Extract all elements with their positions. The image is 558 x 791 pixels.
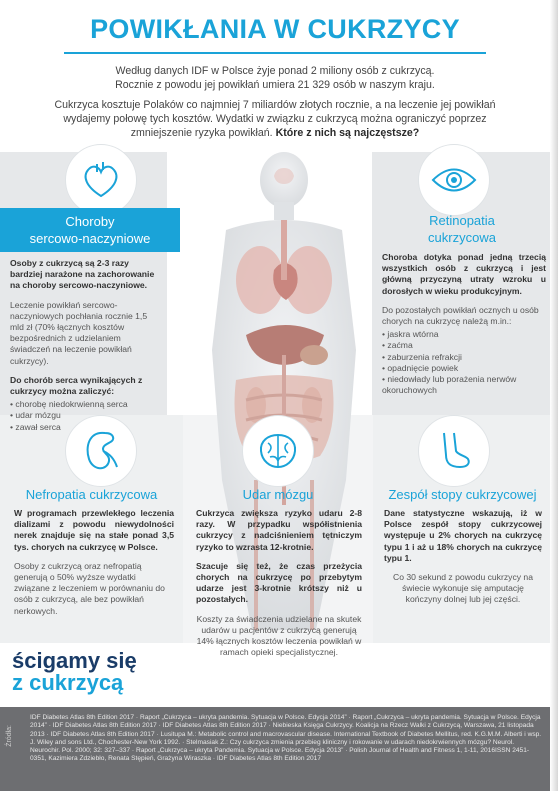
cardio-p1: Osoby z cukrzycą są 2-3 razy bardziej narażone na zachorowanie na choroby sercowo-naczyniowe. xyxy=(10,258,155,291)
intro-line xyxy=(40,126,510,140)
title-rule xyxy=(64,52,486,54)
udar-p1: Cukrzyca zwiększa ryzyko udaru 2-8 razy. W przypadku współistnienia cukrzycy z nadciśnieniem tętniczym ryzyko to wzrasta 12-krotnie. xyxy=(196,508,362,552)
intro-paragraph-2 xyxy=(40,98,510,140)
cardio-text xyxy=(10,258,162,433)
eye-icon xyxy=(431,165,477,195)
stopa-p2: Co 30 sekund z powodu cukrzycy na świecie wykonuje się amputację kończyny dolnej lub jej części. xyxy=(393,572,533,605)
intro-line: Rocznie z powodu jej powikłań umiera 21 329 osób w naszym kraju. xyxy=(115,79,435,91)
sources-label: Źródła: xyxy=(6,725,13,747)
cardio-icon-circle xyxy=(66,145,136,215)
intro-line: wydajemy połowę tych kosztów. Wydatki w związku z cukrzycą można ograniczyć poprzez xyxy=(63,113,487,125)
retino-icon-circle xyxy=(419,145,489,215)
cardio-list xyxy=(10,399,162,433)
cardio-title-banner xyxy=(0,208,180,252)
page-edge-shadow xyxy=(550,0,558,791)
stopa-p1: Dane statystyczne wskazują, iż w Polsce zespół stopy cukrzycowej występuje u 2% chorych na cukrzycę typu 1 i aż u 18% chorych na cukrzycę typu 1. xyxy=(384,508,542,563)
udar-text xyxy=(196,508,362,658)
intro-question: Które z nich są najczęstsze? xyxy=(275,127,420,139)
cardio-p3: Do chorób serca wynikających z cukrzycy można zaliczyć: xyxy=(10,374,143,397)
intro-line: Cukrzyca kosztuje Polaków co najmniej 7 miliardów złotych rocznie, a na leczenie jej powikłań xyxy=(54,99,496,111)
intro-line: Według danych IDF w Polsce żyje ponad 2 miliony osób z cukrzycą. xyxy=(115,65,435,77)
list-item: • udar mózgu xyxy=(10,410,162,421)
stopa-icon-circle xyxy=(419,416,489,486)
nefro-p1: W programach przewlekłego leczenia dializami z powodu niewydolności nerek znajduje się na stałe ponad 3,5 tys. chorych na cukrzycę w Polsce. xyxy=(14,508,174,552)
nefro-title: Nefropatia cukrzycowa xyxy=(25,487,158,502)
retino-title-line: Retinopatia xyxy=(429,213,495,228)
logo-line-2-text: z cukrzycą xyxy=(12,670,124,695)
campaign-logo xyxy=(12,650,212,694)
logo-line-2 xyxy=(12,672,212,694)
logo-line-1: ścigamy się xyxy=(12,648,137,673)
retino-title-line: cukrzycowa xyxy=(428,230,496,245)
nefro-p2: Osoby z cukrzycą oraz nefropatią generują o 50% wyższe wydatki związane z leczeniem w porównaniu do osób z cukrzycą, ale bez powikłań nerkowych. xyxy=(14,560,165,616)
intro-text: zmniejszenie ryzyka powikłań. xyxy=(130,127,273,139)
retino-title xyxy=(372,212,552,246)
sources-text: IDF Diabetes Atlas 8th Edition 2017 · Raport „Cukrzyca – ukryta pandemia. Sytuacja w Polsce. Edycja 2014” · Raport „Cukrzyca – ukryta pandemia. Sytuacja w Polsce. Edycja 2014” · IDF Diabetes Atlas 8th Edition 2017 · IDF Diabetes Atlas 8th Edition 2017 · Niebieska Księga Cukrzycy. Koalicja na Rzecz Walki z Cukrzycą, Warszawa, 21 listopada 2013 · IDF Diabetes Atlas 8th Edition 2017 · Lusitupa M.: Metabolic control and macrovascular disease. International Textbook of Diabetes Mellitus, red. K.G.M.M. Alberti i wsp. J. Wiley and sons Ltd., Chochester-New York 1992. · Stelmasiak Z.: Czy cukrzyca zmienia przebieg kliniczny i rokowanie w udarach niedokrwiennych mózgu? Neurol. Neurochir. Pol. 2000; 32: 327–337 · Raport „Cukrzyca – ukryta Pandemia. Sytuacja w Polsce. Edycja 2013” · Polish Journal of Health and Fitness 1, 1-11, 2016ISSN 2451-0351, Kazimiera Zdziebło, Renata Stępień, Grażyna Wiraszka · IDF Diabetes Atlas 8th Edition 2017 xyxy=(30,714,542,763)
stopa-title: Zespół stopy cukrzycowej xyxy=(388,487,537,502)
heart-icon xyxy=(79,158,123,202)
list-item: • niedowłady lub porażenia nerwów okoruchowych xyxy=(382,374,546,396)
intro-paragraph-1 xyxy=(40,64,510,92)
list-item: • zaćma xyxy=(382,340,546,351)
brain-icon xyxy=(256,431,300,471)
list-item: • chorobę niedokrwienną serca xyxy=(10,399,162,410)
list-item: • zaburzenia refrakcji xyxy=(382,352,546,363)
stopa-text xyxy=(384,508,542,606)
page-title: POWIKŁANIA W CUKRZYCY xyxy=(90,14,460,44)
retino-p2: Do pozostałych powikłań ocznych u osób chorych na cukrzycę należą m.in.: xyxy=(382,304,539,327)
cardio-title-line: sercowo-naczyniowe xyxy=(29,231,151,246)
udar-icon-circle xyxy=(243,416,313,486)
retino-p1: Choroba dotyka ponad jedną trzecią wszystkich osób z cukrzycą i jest główną przyczyną utraty wzroku u dorosłych w wieku produkcyjnym. xyxy=(382,252,546,296)
udar-p2: Szacuje się też, że czas przeżycia chorych na cukrzycę po przebytym udarze jest 3-krotnie krótszy niż u pozostałych. xyxy=(196,560,362,605)
retino-list xyxy=(382,329,546,396)
udar-p3: Koszty za świadczenia udzielane na skutek udarów u pacjentów z cukrzycą generują 14% łącznych kosztów leczenia powikłań w ramach opieki specjalistycznej. xyxy=(196,613,362,658)
foot-icon xyxy=(434,429,474,473)
list-item: • zawał serca xyxy=(10,422,162,433)
kidney-icon xyxy=(81,429,121,473)
list-item: • jaskra wtórna xyxy=(382,329,546,340)
cardio-p2: Leczenie powikłań sercowo-naczyniowych pochłania rocznie 1,5 mld zł (70% łącznych kosztów bezpośrednich z udzielaniem świadczeń na leczenie powikłań cukrzycy). xyxy=(10,299,148,366)
cardio-title-line: Choroby xyxy=(65,214,115,229)
retino-text xyxy=(382,252,546,396)
list-item: • opadnięcie powiek xyxy=(382,363,546,374)
sources-footer xyxy=(0,707,552,791)
nefro-text xyxy=(14,508,174,617)
udar-title: Udar mózgu xyxy=(242,487,314,502)
